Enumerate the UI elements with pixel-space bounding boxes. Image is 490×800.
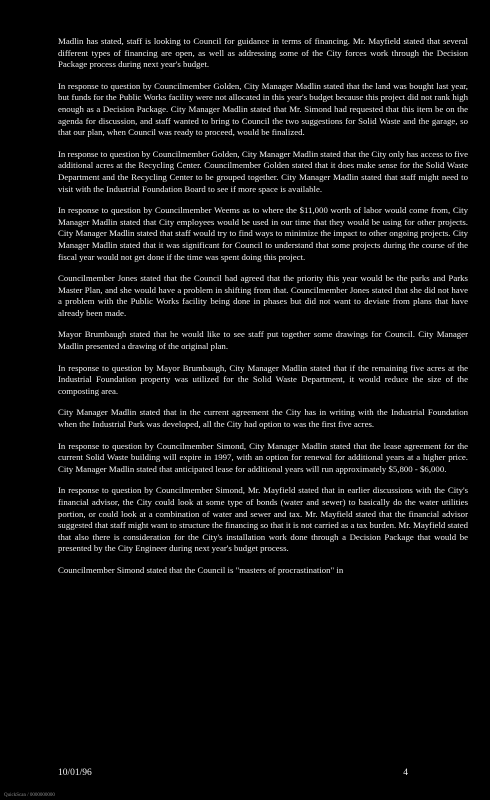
paragraph-financing: Madlin has stated, staff is looking to Council for guidance in terms of financing. Mr. Mayfield stated that several different types of financing are open, as well as addressing some of the City forces work through the Decision Package process during next year's budget.: [58, 36, 468, 70]
footer-date: 10/01/96: [58, 768, 92, 778]
paragraph-composting-area: In response to question by Mayor Brumbaugh, City Manager Madlin stated that if the remaining five acres at the Industrial Foundation property was utilized for the Solid Waste Department, it would reduce the size of the composting area.: [58, 362, 468, 396]
page-number: 4: [403, 768, 408, 778]
paragraph-bonds: In response to question by Councilmember Simond, Mr. Mayfield stated that in earlier discussions with the City's financial advisor, the City could look at some type of bonds (water and sewer) to basically do the water utilities portion, or could look at a combination of water and sewer and tax. Mr. Mayfield stated that the financial advisor suggested that staff might want to structure the financing so that it is not carried as a tax burden. Mr. Mayfield stated that also there is consideration for the City's installation work done through a Decision Package that would be presented by the City Engineer during next year's budget process.: [58, 485, 469, 554]
paragraph-lease-agreement: In response to question by Councilmember Simond, City Manager Madlin stated that the lease agreement for the current Solid Waste building will expire in 1997, with an option for renewal for additional years at a higher price. City Manager Madlin stated that anticipated lease for additional years will run approximately $5,800 - $6,000.: [58, 440, 468, 474]
scan-mark: QuickScan / 0000000000: [4, 793, 55, 798]
page-footer: [58, 768, 408, 778]
paragraph-labor-cost: In response to question by Councilmember Weems as to where the $11,000 worth of labor would come from, City Manager Madlin stated that City employees would be used in our time that they would be using for other projects. City Manager Madlin stated that staff would try to find ways to minimize the impact to other ongoing projects. City Manager Madlin stated that it was significant for Council to understand that some projects during the course of the fiscal year would not get done if the time was spent doing this project.: [58, 205, 468, 262]
document-body: [58, 36, 468, 587]
paragraph-parks-priority: Councilmember Jones stated that the Council had agreed that the priority this year would be the parks and Parks Master Plan, and she would have a problem in shifting from that. Councilmember Jones stated that she did not have a problem with the Public Works facility being done in phases but did not want to deviate from plans that have already been made.: [58, 273, 468, 318]
paragraph-procrastination: Councilmember Simond stated that the Council is "masters of procrastination" in: [58, 564, 344, 575]
paragraph-industrial-agreement: City Manager Madlin stated that in the current agreement the City has in writing with the Industrial Foundation when the Industrial Park was developed, all the City had option to was the first five acres.: [58, 407, 468, 430]
paragraph-recycling-center: In response to question by Councilmember Golden, City Manager Madlin stated that the City only has access to five additional acres at the Recycling Center. Councilmember Golden stated that it does make sense for the Solid Waste Department and the Recycling Center to be grouped together. City Manager Madlin stated that staff might need to visit with the Industrial Foundation Board to see if more space is available.: [58, 148, 468, 194]
paragraph-land-purchase: In response to question by Councilmember Golden, City Manager Madlin stated that the land was bought last year, but funds for the Public Works facility were not allocated in this year's budget because this project did not rank high enough as a Decision Package. City Manager Madlin stated that Mr. Simond had requested that this item be on the agenda for discussion, and staff wanted to bring to Council the two suggestions for Solid Waste and the garage, so that our plan, when Council was ready to proceed, would be finalized.: [58, 80, 468, 138]
paragraph-drawings: Mayor Brumbaugh stated that he would like to see staff put together some drawings for Council. City Manager Madlin presented a drawing of the original plan.: [58, 329, 468, 352]
